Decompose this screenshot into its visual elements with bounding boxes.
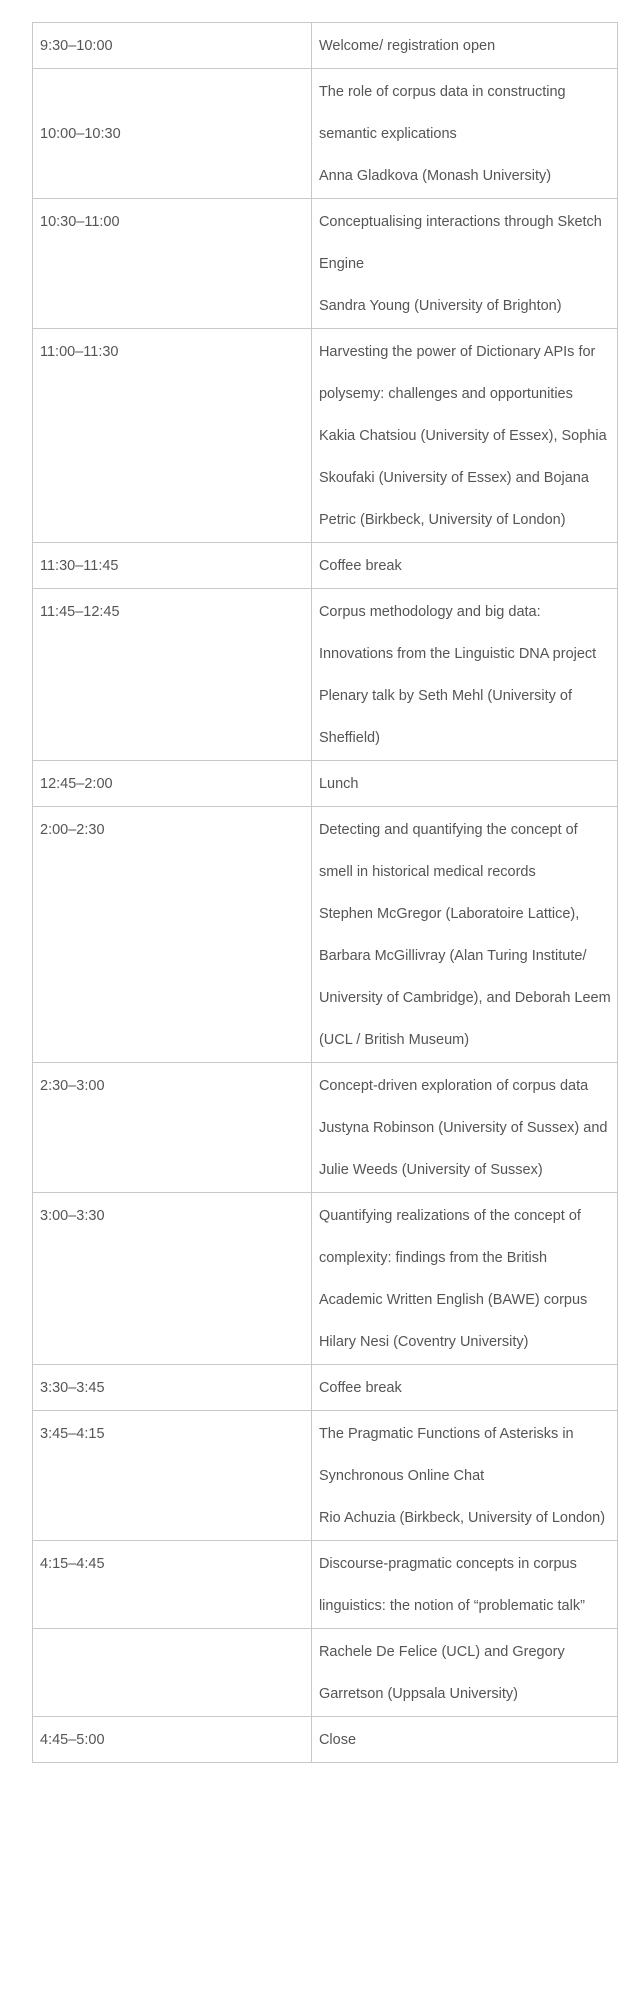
time-cell: 11:00–11:30 (33, 329, 312, 543)
time-cell: 2:30–3:00 (33, 1063, 312, 1193)
session-cell (311, 1365, 617, 1411)
table-row (33, 1193, 618, 1365)
session-title: The Pragmatic Functions of Asterisks in Synchronous Online Chat (318, 1426, 574, 1484)
session-title: Coffee break (318, 1380, 402, 1396)
time-cell: 3:00–3:30 (33, 1193, 312, 1365)
time-cell (33, 1629, 312, 1717)
session-cell (311, 23, 617, 69)
session-cell (311, 199, 617, 329)
time-cell: 3:45–4:15 (33, 1411, 312, 1541)
table-row (33, 1541, 618, 1629)
session-cell (311, 589, 617, 761)
session-cell (311, 1717, 617, 1763)
session-title: Corpus methodology and big data: Innovations from the Linguistic DNA project (318, 604, 597, 662)
session-cell (311, 807, 617, 1063)
session-speaker: Plenary talk by Seth Mehl (University of Sheffield) (318, 688, 572, 746)
session-title: Close (318, 1732, 357, 1748)
session-title: Conceptualising interactions through Sketch Engine (318, 214, 602, 272)
time-cell: 4:15–4:45 (33, 1541, 312, 1629)
table-row (33, 1717, 618, 1763)
session-speaker: Anna Gladkova (Monash University) (318, 168, 552, 184)
session-cell (311, 329, 617, 543)
session-speaker: Justyna Robinson (University of Sussex) and Julie Weeds (University of Sussex) (318, 1120, 608, 1178)
session-cell (311, 1411, 617, 1541)
session-speaker: Rio Achuzia (Birkbeck, University of London) (318, 1510, 606, 1526)
session-cell (311, 543, 617, 589)
session-cell (311, 761, 617, 807)
session-title: Concept-driven exploration of corpus data (318, 1078, 589, 1094)
session-title: Welcome/ registration open (318, 38, 496, 54)
session-speaker: Stephen McGregor (Laboratoire Lattice), Barbara McGillivray (Alan Turing Institute/ University of Cambridge), and Deborah Leem (UCL / British Museum) (318, 906, 611, 1048)
session-title: The role of corpus data in constructing semantic explications (318, 84, 566, 142)
time-cell: 10:30–11:00 (33, 199, 312, 329)
session-cell (311, 1063, 617, 1193)
time-cell: 12:45–2:00 (33, 761, 312, 807)
time-cell: 9:30–10:00 (33, 23, 312, 69)
schedule-body (33, 23, 618, 1763)
time-cell: 4:45–5:00 (33, 1717, 312, 1763)
table-row (33, 69, 618, 199)
session-cell (311, 1629, 617, 1717)
time-cell: 11:45–12:45 (33, 589, 312, 761)
session-speaker: Rachele De Felice (UCL) and Gregory Garretson (Uppsala University) (318, 1644, 565, 1702)
session-title: Coffee break (318, 558, 402, 574)
session-title: Quantifying realizations of the concept of complexity: findings from the British Academic Written English (BAWE) corpus (318, 1208, 588, 1308)
table-row (33, 329, 618, 543)
time-cell: 11:30–11:45 (33, 543, 312, 589)
table-row (33, 199, 618, 329)
table-row (33, 1629, 618, 1717)
table-row (33, 807, 618, 1063)
table-row (33, 589, 618, 761)
table-row (33, 1063, 618, 1193)
table-row (33, 761, 618, 807)
session-title: Discourse-pragmatic concepts in corpus linguistics: the notion of “problematic talk” (318, 1556, 585, 1614)
time-cell: 10:00–10:30 (33, 69, 312, 199)
session-cell (311, 69, 617, 199)
schedule-page (32, 22, 618, 1763)
time-cell: 3:30–3:45 (33, 1365, 312, 1411)
time-cell: 2:00–2:30 (33, 807, 312, 1063)
table-row (33, 23, 618, 69)
table-row (33, 1411, 618, 1541)
session-cell (311, 1193, 617, 1365)
session-speaker: Kakia Chatsiou (University of Essex), Sophia Skoufaki (University of Essex) and Bojana Petric (Birkbeck, University of London) (318, 428, 607, 528)
session-title: Harvesting the power of Dictionary APIs for polysemy: challenges and opportunities (318, 344, 596, 402)
session-title: Lunch (318, 776, 359, 792)
schedule-table (32, 22, 618, 1763)
session-speaker: Sandra Young (University of Brighton) (318, 298, 562, 314)
session-title: Detecting and quantifying the concept of smell in historical medical records (318, 822, 578, 880)
table-row (33, 1365, 618, 1411)
table-row (33, 543, 618, 589)
session-cell (311, 1541, 617, 1629)
session-speaker: Hilary Nesi (Coventry University) (318, 1334, 529, 1350)
